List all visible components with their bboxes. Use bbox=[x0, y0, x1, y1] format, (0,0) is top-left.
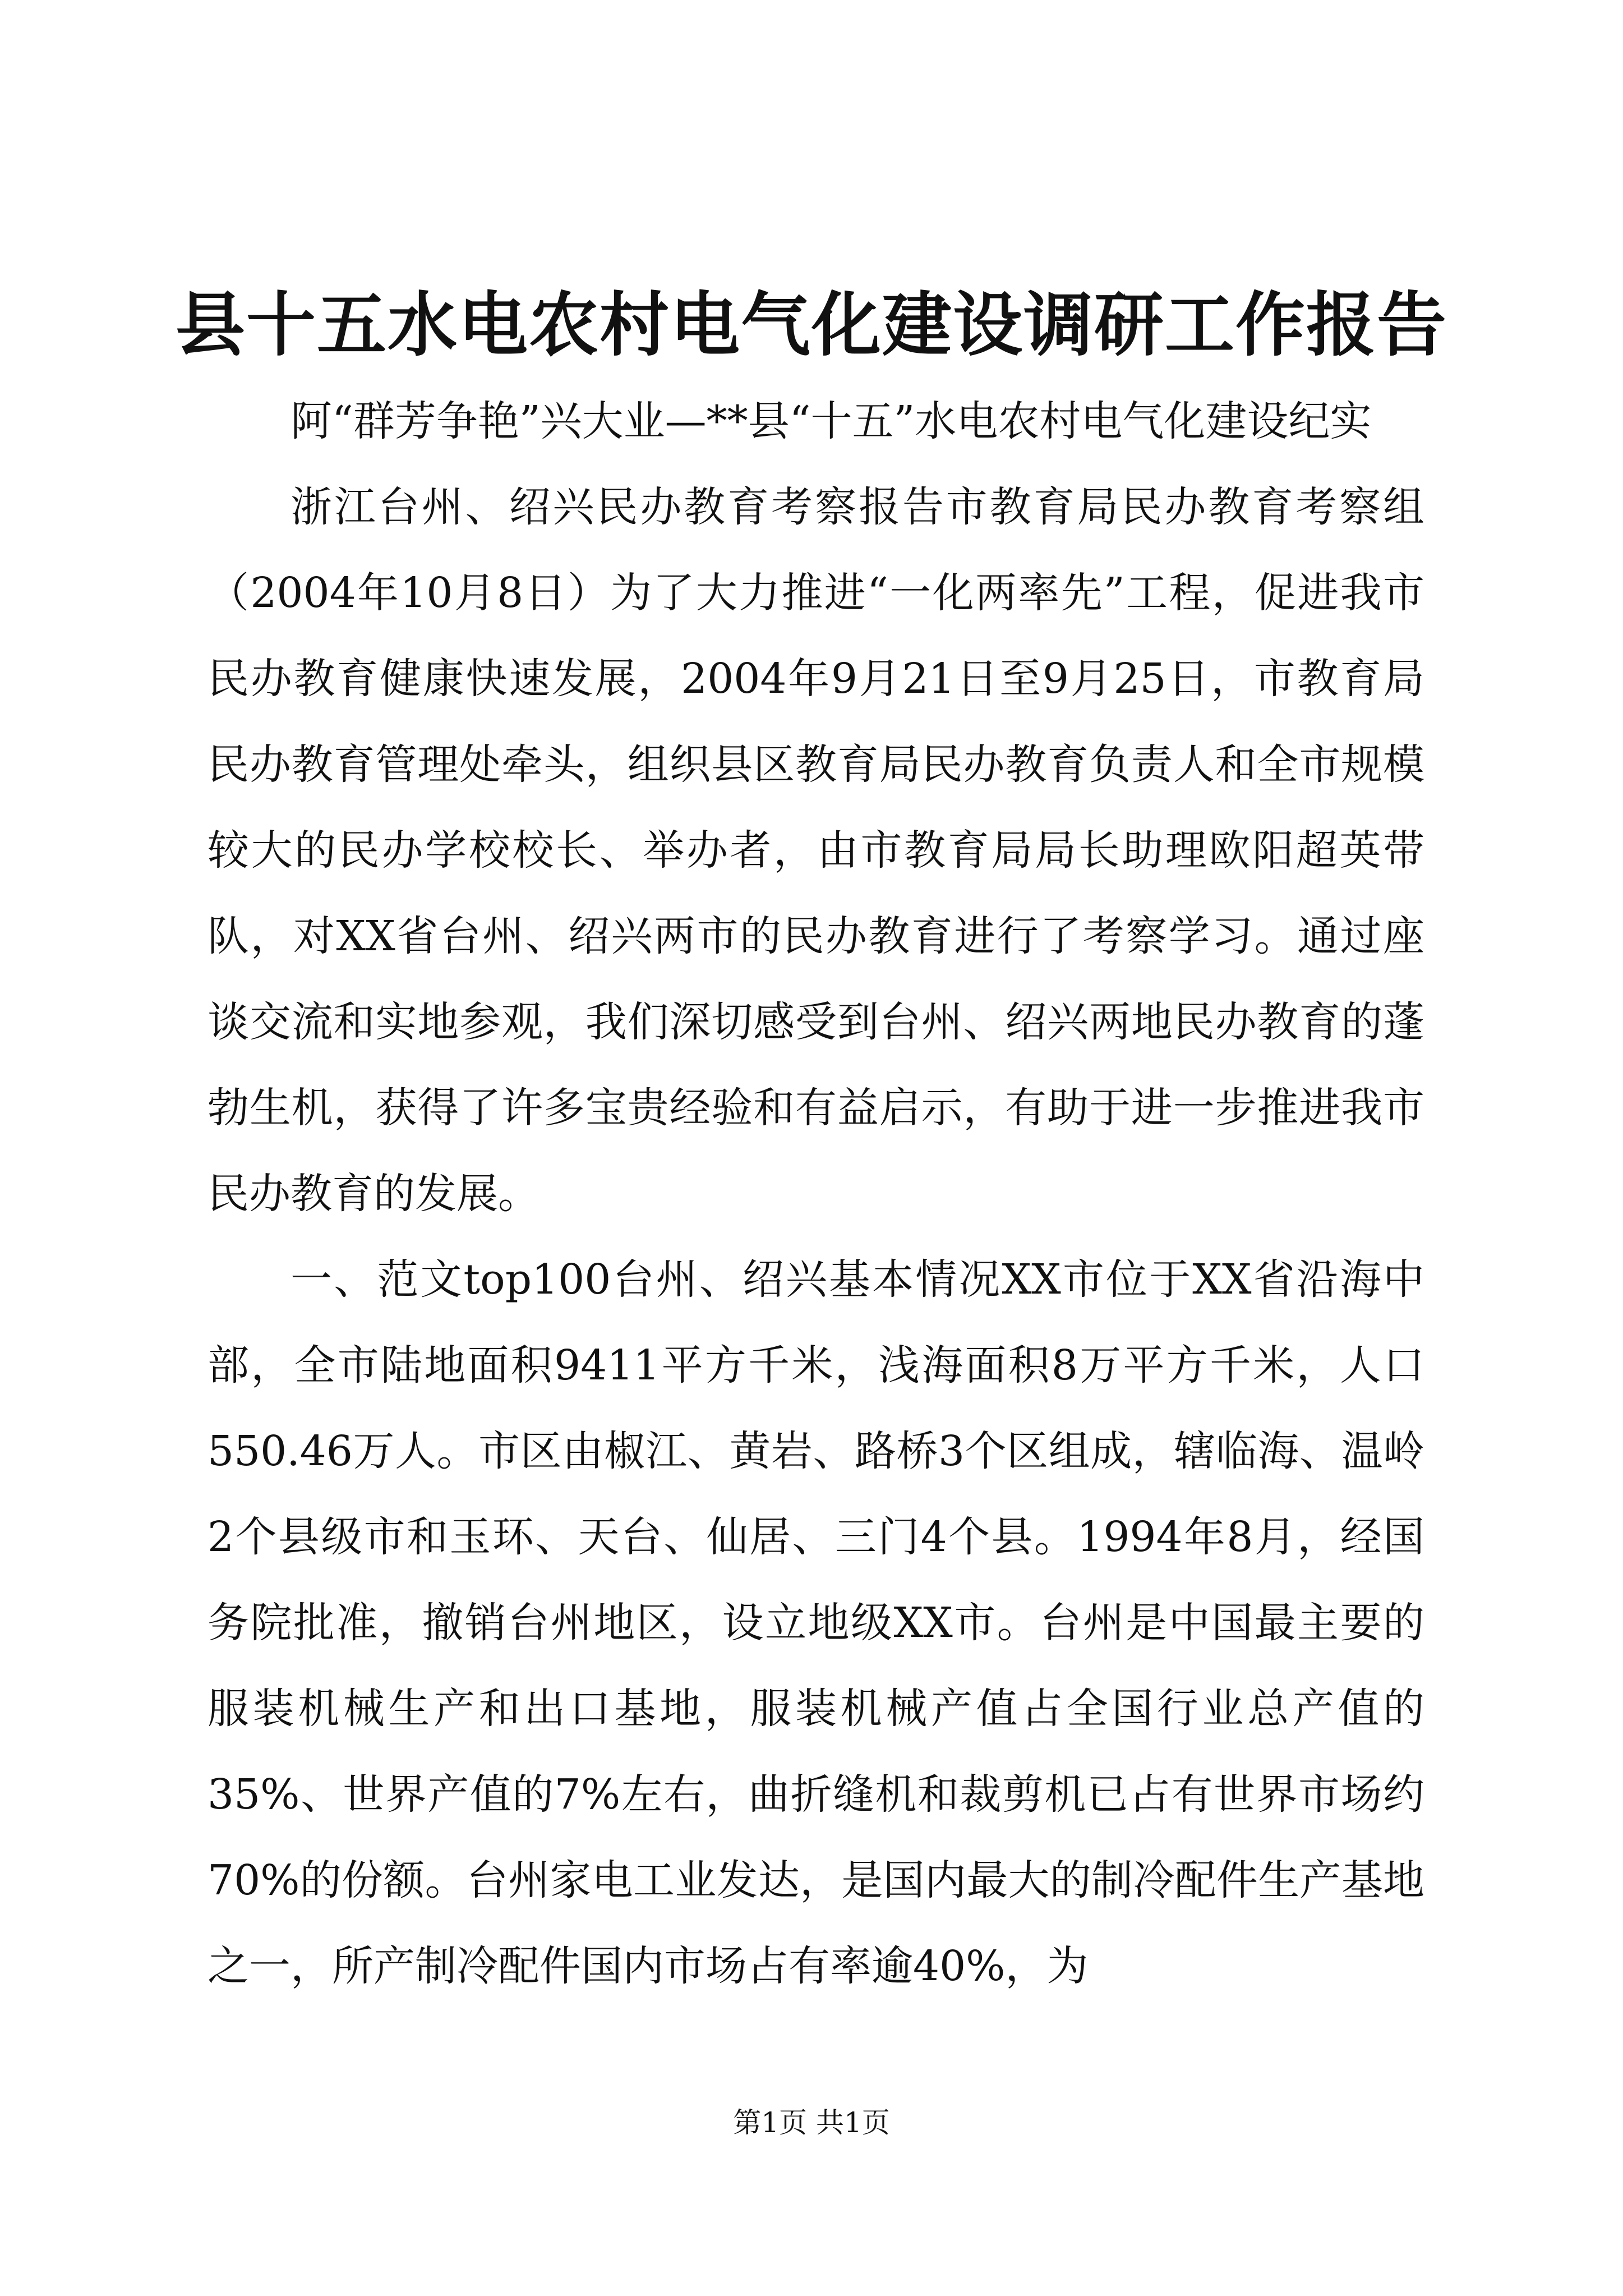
page-number-footer: 第1页 共1页 bbox=[733, 2106, 890, 2139]
document-title: 县十五水电农村电气化建设调研工作报告 bbox=[175, 284, 1447, 366]
document-body bbox=[208, 379, 1424, 2009]
subtitle-paragraph: 阿“群芳争艳”兴大业—**县“十五”水电农村电气化建设纪实 bbox=[291, 397, 1372, 445]
section-one-paragraph: 一、范文top100台州、绍兴基本情况XX市位于XX省沿海中部，全市陆地面积9411平方千米，浅海面积8万平方千米，人口550.46万人。市区由椒江、黄岩、路桥3个区组成，辖临海、温岭2个县级市和玉环、天台、仙居、三门4个县。1994年8月，经国务院批准，撤销台州地区，设立地级XX市。台州是中国最主要的服装机械生产和出口基地，服装机械产值占全国行业总产值的35%、世界产值的7%左右，曲折缝机和裁剪机已占有世界市场约70%的份额。台州家电工业发达，是国内最大的制冷配件生产基地之一，所产制冷配件国内市场占有率逾40%，为 bbox=[208, 1255, 1424, 1990]
intro-paragraph: 浙江台州、绍兴民办教育考察报告市教育局民办教育考察组（2004年10月8日）为了大力推进“一化两率先”工程，促进我市民办教育健康快速发展，2004年9月21日至9月25日，市教育局民办教育管理处牵头，组织县区教育局民办教育负责人和全市规模较大的民办学校校长、举办者，由市教育局局长助理欧阳超英带队，对XX省台州、绍兴两市的民办教育进行了考察学习。通过座谈交流和实地参观，我们深切感受到台州、绍兴两地民办教育的蓬勃生机，获得了许多宝贵经验和有益启示，有助于进一步推进我市民办教育的发展。 bbox=[208, 483, 1424, 1218]
